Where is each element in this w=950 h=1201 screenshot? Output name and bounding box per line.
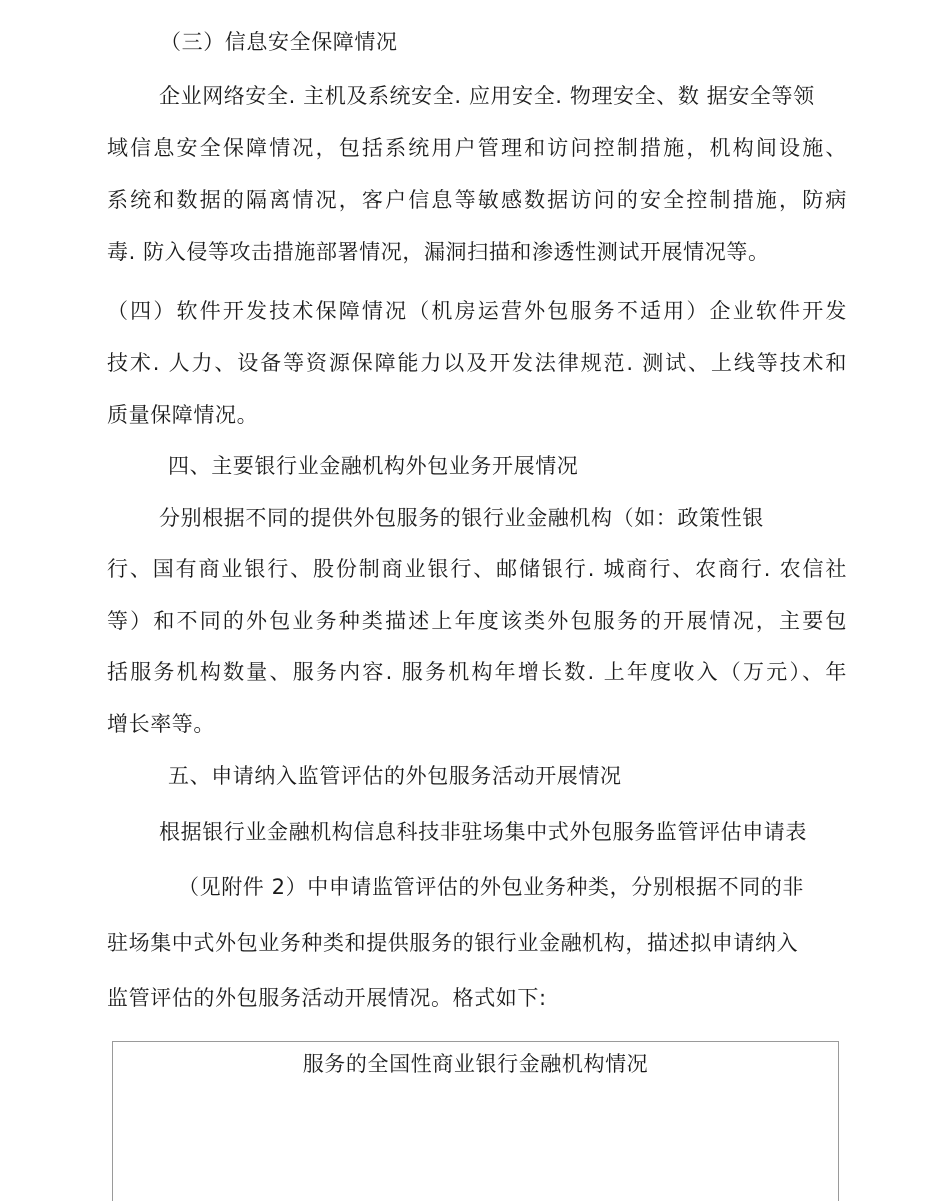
paragraph-line: （见附件 2）中申请监管评估的外包业务种类，分别根据不同的非 [178, 875, 805, 899]
section-heading-four: 四、主要银行业金融机构外包业务开展情况 [168, 454, 579, 478]
paragraph-line: 驻场集中式外包业务种类和提供服务的银行业金融机构，描述拟申请纳入 [107, 931, 799, 955]
paragraph-line: 企业网络安全. 主机及系统安全. 应用安全. 物理安全、数 据安全等领 [159, 84, 815, 108]
paragraph-line: 技术. 人力、设备等资源保障能力以及开发法律规范. 测试、上线等技术和 [107, 351, 847, 375]
table-title: 服务的全国性商业银行金融机构情况 [302, 1052, 649, 1076]
paragraph-line: 质量保障情况。 [107, 403, 259, 427]
paragraph-line: 根据银行业金融机构信息科技非驻场集中式外包服务监管评估申请表 [159, 820, 807, 844]
paragraph-line: 系统和数据的隔离情况，客户信息等敏感数据访问的安全控制措施，防病 [107, 188, 847, 212]
section-heading-five: 五、申请纳入监管评估的外包服务活动开展情况 [168, 764, 622, 788]
paragraph-line: 毒. 防入侵等攻击措施部署情况，漏洞扫描和渗透性测试开展情况等。 [107, 240, 770, 264]
paragraph-line: 分别根据不同的提供外包服务的银行业金融机构（如：政策性银 [159, 506, 764, 530]
paragraph-line: 监管评估的外包服务活动开展情况。格式如下: [107, 986, 547, 1010]
paragraph-line: （四）软件开发技术保障情况（机房运营外包服务不适用）企业软件开发 [107, 299, 847, 323]
paragraph-line: 域信息安全保障情况，包括系统用户管理和访问控制措施，机构间设施、 [107, 136, 847, 160]
paragraph-line: 行、国有商业银行、股份制商业银行、邮储银行. 城商行、农商行. 农信社 [107, 557, 847, 581]
data-table [112, 1041, 839, 1201]
paragraph-line: 增长率等。 [107, 712, 215, 736]
section-heading-3: （三）信息安全保障情况 [160, 30, 398, 54]
paragraph-line: 等）和不同的外包业务种类描述上年度该类外包服务的开展情况，主要包 [107, 609, 847, 633]
paragraph-line: 括服务机构数量、服务内容. 服务机构年增长数. 上年度收入（万元）、年 [107, 660, 847, 684]
